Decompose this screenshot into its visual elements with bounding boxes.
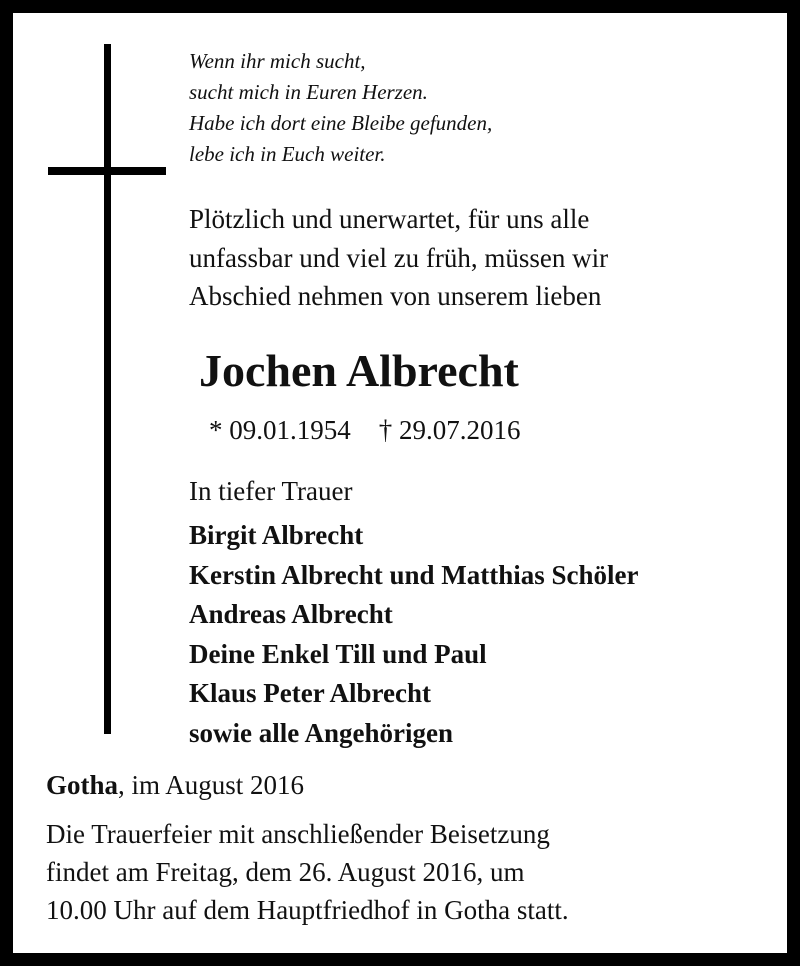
mourner-name: Kerstin Albrecht und Matthias Schöler bbox=[189, 559, 639, 590]
cross-horizontal-bar bbox=[48, 167, 166, 175]
mourning-phrase: In tiefer Trauer bbox=[189, 476, 353, 506]
memorial-poem bbox=[189, 46, 492, 170]
poem-line: Wenn ihr mich sucht, bbox=[189, 49, 366, 73]
city-name: Gotha bbox=[46, 770, 119, 800]
ceremony-line: Die Trauerfeier mit anschließender Beisetzung bbox=[46, 819, 550, 849]
place-and-date bbox=[46, 766, 304, 804]
notice-date: , im August 2016 bbox=[118, 770, 305, 800]
intro-text bbox=[189, 200, 608, 316]
ceremony-info bbox=[46, 815, 569, 929]
mourners-list bbox=[189, 516, 639, 754]
intro-line: Abschied nehmen von unserem lieben bbox=[189, 281, 602, 311]
deceased-name: Jochen Albrecht bbox=[199, 345, 519, 396]
mourner-name: Andreas Albrecht bbox=[189, 599, 393, 630]
ceremony-line: 10.00 Uhr auf dem Hauptfriedhof in Gotha statt. bbox=[46, 895, 569, 925]
mourner-name: Klaus Peter Albrecht bbox=[189, 678, 431, 709]
mourner-name: Deine Enkel Till und Paul bbox=[189, 638, 487, 669]
mourner-name: sowie alle Angehörigen bbox=[189, 717, 453, 748]
life-dates bbox=[209, 413, 521, 447]
intro-line: Plötzlich und unerwartet, für uns alle bbox=[189, 204, 590, 234]
poem-line: Habe ich dort eine Bleibe gefunden, bbox=[189, 111, 493, 135]
birth-date: * 09.01.1954 bbox=[209, 415, 351, 445]
poem-line: sucht mich in Euren Herzen. bbox=[189, 80, 428, 104]
ceremony-line: findet am Freitag, dem 26. August 2016, um bbox=[46, 857, 525, 887]
poem-line: lebe ich in Euch weiter. bbox=[189, 142, 386, 166]
mourner-name: Birgit Albrecht bbox=[189, 520, 364, 550]
cross-vertical-bar bbox=[104, 44, 111, 734]
death-date: † 29.07.2016 bbox=[378, 415, 521, 445]
intro-line: unfassbar und viel zu früh, müssen wir bbox=[189, 242, 609, 273]
